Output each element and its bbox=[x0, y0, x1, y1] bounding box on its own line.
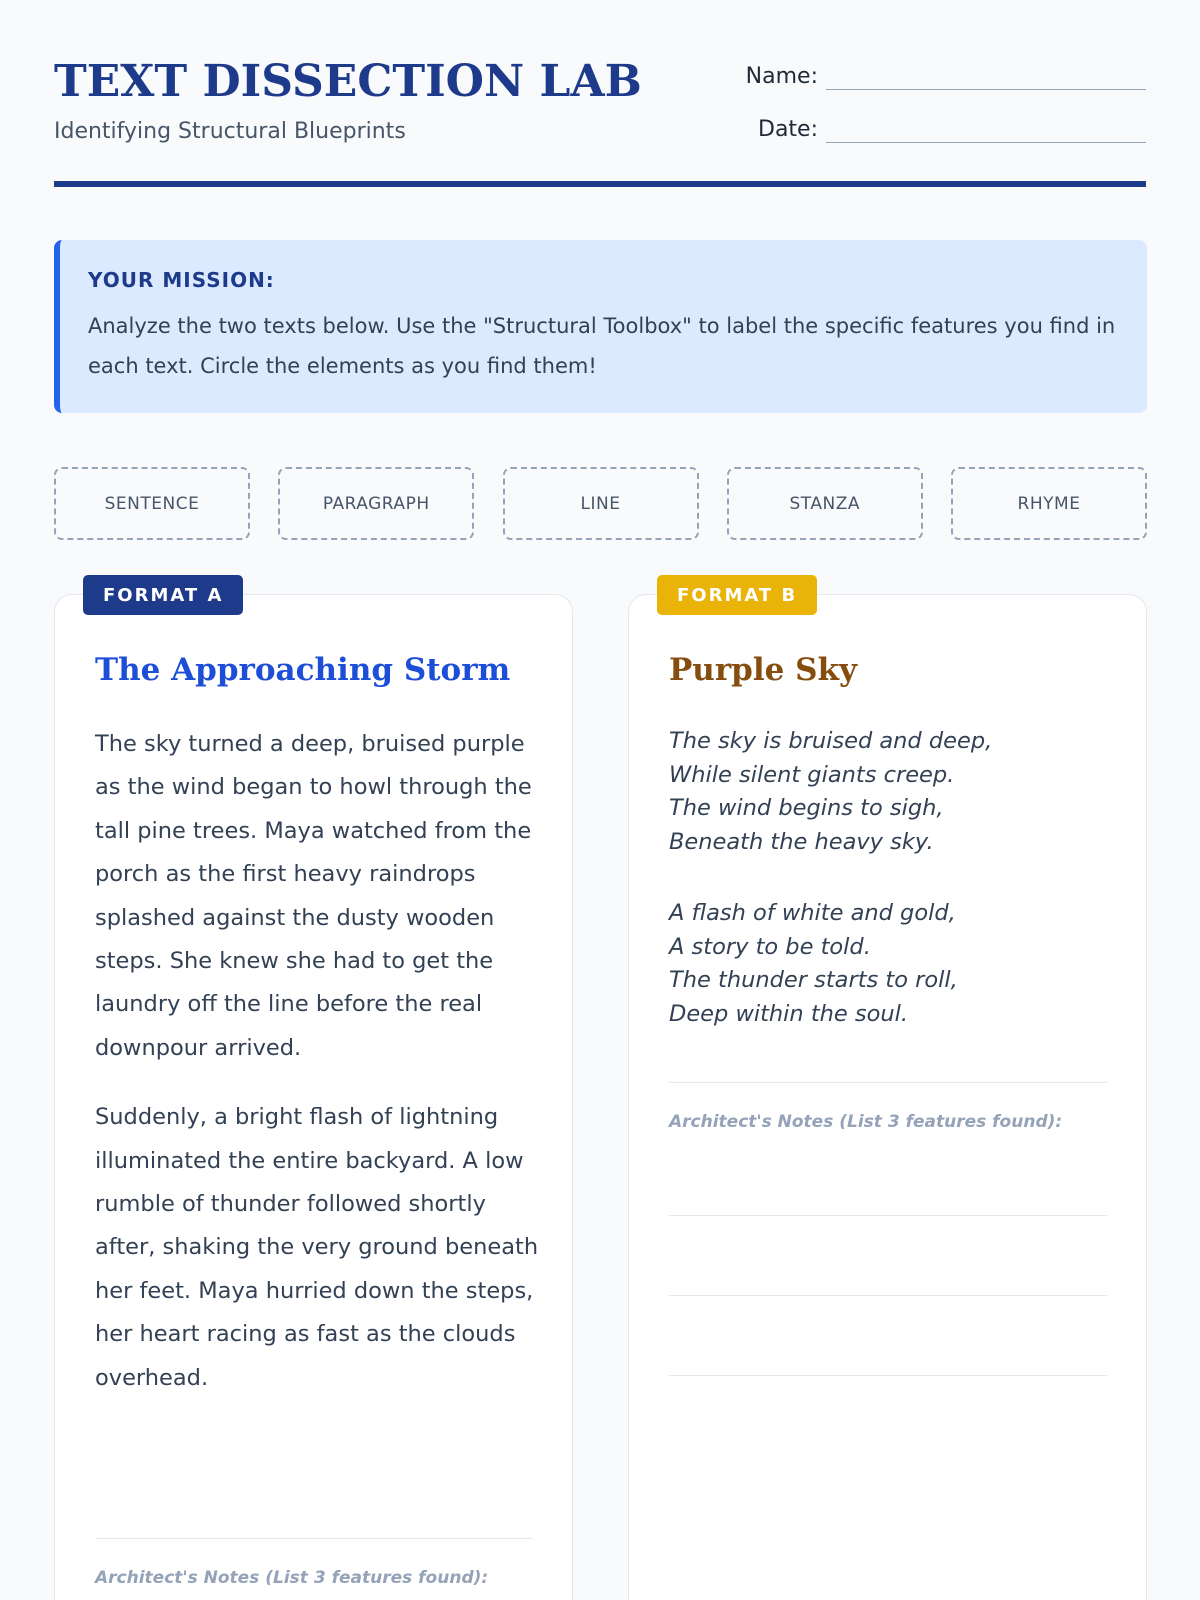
page-subtitle: Identifying Structural Blueprints bbox=[54, 119, 406, 144]
notes-write-line-2[interactable] bbox=[669, 1295, 1107, 1296]
tool-stanza: STANZA bbox=[727, 467, 923, 540]
date-field[interactable] bbox=[726, 113, 1146, 143]
tool-rhyme: RHYME bbox=[951, 467, 1147, 540]
format-a-card bbox=[54, 584, 573, 1600]
tool-line: LINE bbox=[503, 467, 699, 540]
format-b-title: Purple Sky bbox=[669, 652, 858, 688]
mission-box bbox=[54, 240, 1147, 413]
format-a-title: The Approaching Storm bbox=[95, 652, 511, 688]
tool-sentence: SENTENCE bbox=[54, 467, 250, 540]
notes-write-line-1[interactable] bbox=[669, 1215, 1107, 1216]
worksheet-header bbox=[54, 0, 1146, 187]
format-b-badge: FORMAT B bbox=[657, 575, 817, 615]
format-a-notes-divider bbox=[95, 1538, 533, 1539]
mission-text: Analyze the two texts below. Use the "Structural Toolbox" to label the specific features you find in each text. Circle the elements as you find them! bbox=[88, 314, 1116, 378]
poem-stanza-2 bbox=[669, 897, 1109, 1031]
format-b-card bbox=[628, 584, 1147, 1600]
format-a-notes-label: Architect's Notes (List 3 features found): bbox=[95, 1568, 489, 1588]
date-write-line[interactable] bbox=[826, 119, 1146, 143]
header-divider bbox=[54, 181, 1146, 187]
structural-toolbox bbox=[54, 467, 1147, 540]
prose-paragraph-2: Suddenly, a bright flash of lightning illuminated the entire backyard. A low rumble of thunder followed shortly after, shaking the very ground beneath her feet. Maya hurried down the steps, her heart racing as fast as the clouds overhead. bbox=[95, 1104, 539, 1391]
notes-write-line-3[interactable] bbox=[669, 1375, 1107, 1376]
poem-line: Beneath the heavy sky. bbox=[669, 828, 934, 855]
format-b-notes-divider bbox=[669, 1082, 1107, 1083]
name-write-line[interactable] bbox=[826, 66, 1146, 90]
tool-paragraph: PARAGRAPH bbox=[278, 467, 474, 540]
poem-line: The wind begins to sigh, bbox=[669, 795, 944, 821]
name-label: Name: bbox=[745, 64, 818, 89]
poem-line: Deep within the soul. bbox=[669, 1000, 909, 1027]
name-field[interactable] bbox=[726, 60, 1146, 90]
format-b-notes-label: Architect's Notes (List 3 features found): bbox=[669, 1112, 1063, 1132]
format-a-badge: FORMAT A bbox=[83, 575, 243, 615]
mission-title: YOUR MISSION: bbox=[88, 268, 275, 292]
poem-line: The sky is bruised and deep, bbox=[669, 728, 993, 754]
poem-stanza-1 bbox=[669, 725, 1109, 859]
poem-line: The thunder starts to roll, bbox=[669, 967, 958, 993]
format-b-poem bbox=[669, 725, 1109, 1069]
page-title: TEXT DISSECTION LAB bbox=[54, 56, 642, 107]
poem-line: A flash of white and gold, bbox=[669, 900, 956, 926]
format-a-prose bbox=[95, 723, 540, 1426]
prose-paragraph-1: The sky turned a deep, bruised purple as the wind began to howl through the tall pine trees. Maya watched from the porch as the first heavy raindrops splashed against the dusty wooden steps. She knew she had to get the laundry off the line before the real downpour arrived. bbox=[95, 731, 532, 1061]
poem-line: A story to be told. bbox=[669, 933, 871, 960]
poem-line: While silent giants creep. bbox=[669, 761, 955, 788]
date-label: Date: bbox=[758, 117, 818, 142]
